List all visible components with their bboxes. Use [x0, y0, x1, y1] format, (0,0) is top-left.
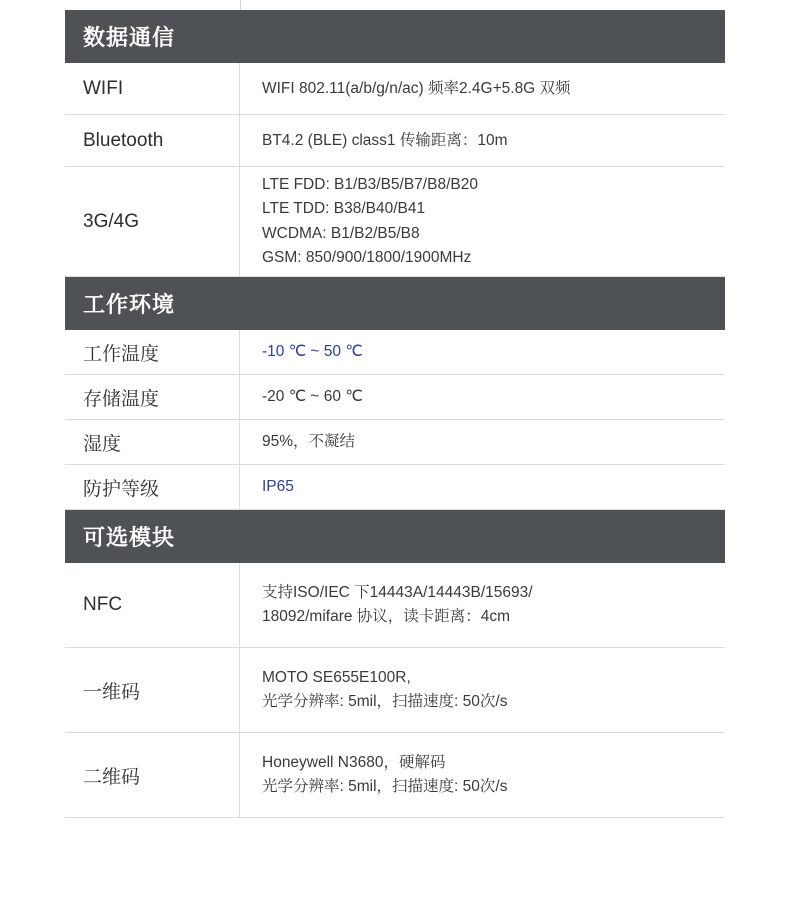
row-value	[240, 115, 725, 166]
table-row	[65, 115, 725, 167]
value-line: 光学分辨率: 5mil，扫描速度: 50次/s	[262, 693, 508, 710]
row-value	[240, 330, 725, 374]
specification-table	[65, 10, 725, 818]
value-line: MOTO SE655E100R,	[262, 668, 411, 686]
row-label: WIFI	[65, 63, 240, 114]
section-header-operating-environment	[65, 277, 725, 330]
value-line: -10 ℃ ~ 50 ℃	[262, 343, 363, 360]
section-title: 工作环境	[83, 292, 176, 317]
value-line: WCDMA: B1/B2/B5/B8	[262, 224, 420, 242]
row-label: 存储温度	[65, 375, 240, 419]
top-divider	[240, 0, 241, 10]
row-value	[240, 563, 725, 647]
section-title: 可选模块	[83, 525, 176, 550]
row-value	[240, 648, 725, 732]
section-title: 数据通信	[83, 25, 176, 50]
value-line: LTE FDD: B1/B3/B5/B7/B8/B20	[262, 176, 478, 194]
value-line: WIFI 802.11(a/b/g/n/ac) 频率2.4G+5.8G 双频	[262, 79, 571, 97]
table-row	[65, 375, 725, 420]
row-label: 防护等级	[65, 465, 240, 509]
row-label: 工作温度	[65, 330, 240, 374]
row-value	[240, 167, 725, 276]
row-value	[240, 465, 725, 509]
table-row	[65, 465, 725, 510]
section-header-optional-modules	[65, 510, 725, 563]
value-line: GSM: 850/900/1800/1900MHz	[262, 248, 472, 266]
value-line: BT4.2 (BLE) class1 传输距离：10m	[262, 131, 508, 149]
row-value	[240, 733, 725, 817]
row-label: 二维码	[65, 733, 240, 817]
table-row	[65, 648, 725, 733]
value-line: 95%，不凝结	[262, 433, 356, 450]
value-line: 支持ISO/IEC 下14443A/14443B/15693/	[262, 583, 533, 601]
row-value	[240, 63, 725, 114]
row-label: 一维码	[65, 648, 240, 732]
section-header-data-communication	[65, 10, 725, 63]
row-value	[240, 420, 725, 464]
table-row	[65, 330, 725, 375]
table-row	[65, 420, 725, 465]
row-value	[240, 375, 725, 419]
table-row	[65, 733, 725, 818]
table-row	[65, 167, 725, 277]
value-line: 18092/mifare 协议，读卡距离：4cm	[262, 608, 511, 625]
value-line: -20 ℃ ~ 60 ℃	[262, 388, 363, 405]
value-line: LTE TDD: B38/B40/B41	[262, 200, 426, 218]
row-label: NFC	[65, 563, 240, 647]
table-row	[65, 63, 725, 115]
row-label: Bluetooth	[65, 115, 240, 166]
row-label: 湿度	[65, 420, 240, 464]
table-row	[65, 563, 725, 648]
value-line: IP65	[262, 478, 294, 495]
value-line: 光学分辨率: 5mil，扫描速度: 50次/s	[262, 778, 508, 795]
row-label: 3G/4G	[65, 167, 240, 276]
value-line: Honeywell N3680，硬解码	[262, 753, 446, 771]
